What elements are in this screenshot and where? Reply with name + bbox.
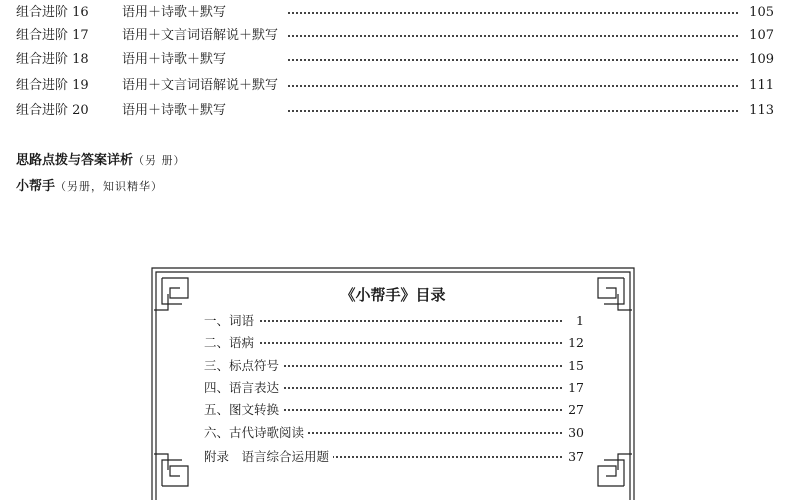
toc-content: 语用＋文言词语解说＋默写	[122, 78, 279, 93]
toc-content: 语用＋文言词语解说＋默写	[122, 28, 279, 43]
dot-leader	[288, 85, 738, 87]
toc-row[interactable]	[16, 25, 774, 47]
section-note: （另 册）	[133, 154, 186, 167]
toc-unit: 组合进阶 20	[16, 103, 89, 118]
helper-entry-label: 六、古代诗歌阅读	[204, 422, 308, 444]
helper-entry-label: 三、标点符号	[204, 355, 283, 377]
helper-entry-label: 附录 语言综合运用题	[204, 446, 333, 468]
helper-entry-page: 27	[564, 399, 584, 421]
helper-entry[interactable]	[204, 422, 584, 444]
helper-entry-page: 30	[564, 422, 584, 444]
toc-page: 113	[749, 103, 774, 118]
helper-entry[interactable]	[204, 332, 584, 354]
helper-entry-label: 四、语言表达	[204, 377, 283, 399]
toc-page: 105	[749, 5, 774, 20]
helper-entry[interactable]	[204, 355, 584, 377]
toc-page: 109	[749, 52, 774, 67]
helper-entry-label: 一、词语	[204, 310, 258, 332]
helper-entry-page: 12	[564, 332, 584, 354]
helper-entry-label: 二、语病	[204, 332, 258, 354]
helper-entry[interactable]	[204, 310, 584, 332]
dot-leader	[288, 35, 738, 37]
toc-unit: 组合进阶 16	[16, 5, 89, 20]
toc-page: 107	[749, 28, 774, 43]
helper-entry-page: 15	[564, 355, 584, 377]
helper-entry-page: 37	[564, 446, 584, 468]
toc-row[interactable]	[16, 49, 774, 71]
toc-row[interactable]	[16, 75, 774, 97]
dot-leader	[288, 110, 738, 112]
toc-page: 111	[749, 78, 774, 93]
helper-entry[interactable]	[204, 399, 584, 421]
dot-leader	[288, 59, 738, 61]
section-title: 思路点拨与答案详析	[16, 153, 134, 168]
toc-content: 语用＋诗歌＋默写	[122, 5, 227, 20]
section-helper-heading	[16, 178, 163, 196]
toc-content: 语用＋诗歌＋默写	[122, 103, 227, 118]
section-title: 小帮手	[16, 179, 56, 194]
toc-unit: 组合进阶 17	[16, 28, 89, 43]
toc-unit: 组合进阶 18	[16, 52, 89, 67]
toc-row[interactable]	[16, 100, 774, 122]
toc-unit: 组合进阶 19	[16, 78, 89, 93]
helper-entry-label: 五、图文转换	[204, 399, 283, 421]
toc-row[interactable]	[16, 2, 774, 24]
dot-leader	[288, 12, 738, 14]
helper-box-title: 《小帮手》目录	[340, 286, 446, 304]
section-answers-heading	[16, 152, 186, 170]
helper-entry[interactable]	[204, 446, 584, 468]
section-note: （另册，知识精华）	[55, 180, 164, 193]
helper-entry-page: 1	[572, 310, 584, 332]
helper-contents-box	[148, 264, 638, 500]
toc-content: 语用＋诗歌＋默写	[122, 52, 227, 67]
helper-entry-page: 17	[564, 377, 584, 399]
helper-entry[interactable]	[204, 377, 584, 399]
